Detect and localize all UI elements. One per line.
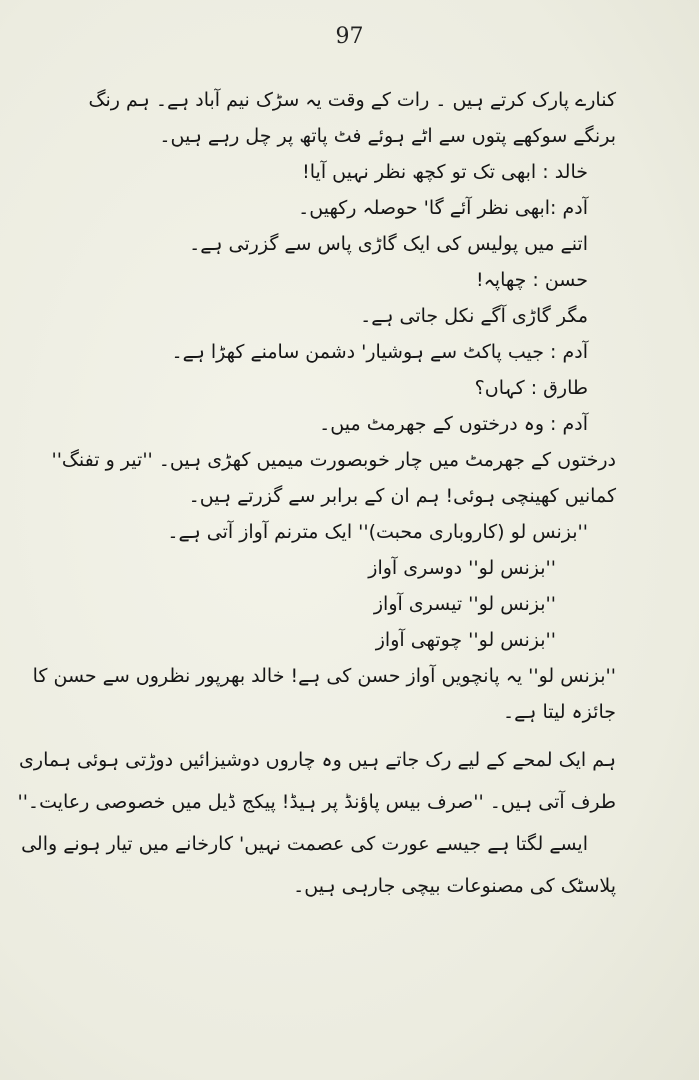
text-line: مگر گاڑی آگے نکل جاتی ہے۔	[360, 305, 588, 327]
text-line: اتنے میں پولیس کی ایک گاڑی پاس سے گزرتی ہے۔	[189, 233, 588, 255]
text-line: پلاسٹک کی مصنوعات بیچی جارہی ہیں۔	[293, 875, 616, 897]
text-line: ''بزنس لو (کاروباری محبت)'' ایک مترنم آواز آتی ہے۔	[167, 521, 588, 543]
text-line: جائزہ لیتا ہے۔	[503, 701, 616, 723]
dialogue-line: آدم : وہ درختوں کے جھرمٹ میں۔	[319, 413, 588, 435]
page-number: 97	[335, 24, 364, 49]
page-text	[17, 88, 616, 900]
text-line: برنگے سوکھے پتوں سے اٹے ہوئے فٹ پاتھ پر چل رہے ہیں۔	[159, 125, 616, 147]
text-line: کمانیں کھینچی ہوئی! ہم ان کے برابر سے گزرتے ہیں۔	[188, 485, 616, 507]
text-line: ہم ایک لمحے کے لیے رک جاتے ہیں وہ چاروں دوشیزائیں دوڑتی ہوئی ہماری	[19, 749, 616, 771]
dialogue-line: خالد : ابھی تک تو کچھ نظر نہیں آیا!	[302, 161, 588, 183]
text-line: ''بزنس لو'' تیسری آواز	[373, 593, 556, 615]
text-line: ''بزنس لو'' چوتھی آواز	[375, 629, 556, 651]
dialogue-line: حسن : چھاپہ!	[476, 269, 588, 291]
text-line: درختوں کے جھرمٹ میں چار خوبصورت میمیں کھڑی ہیں۔ ''تیر و تفنگ''	[51, 449, 616, 471]
dialogue-line: آدم : جیب پاکٹ سے ہوشیار' دشمن سامنے کھڑا ہے۔	[171, 341, 588, 363]
text-line: ''بزنس لو'' یہ پانچویں آواز حسن کی ہے! خالد بھرپور نظروں سے حسن کا	[32, 665, 616, 687]
text-line: ایسے لگتا ہے جیسے عورت کی عصمت نہیں' کارخانے میں تیار ہونے والی	[21, 833, 588, 855]
text-line: طرف آتی ہیں۔ ''صرف بیس پاؤنڈ پر ہیڈ! پیکج ڈیل میں خصوصی رعایت۔''	[17, 791, 616, 813]
dialogue-line: آدم :ابھی نظر آئے گا' حوصلہ رکھیں۔	[298, 197, 588, 219]
text-line: کنارے پارک کرتے ہیں ۔ رات کے وقت یہ سڑک نیم آباد ہے۔ ہم رنگ	[88, 89, 616, 111]
dialogue-line: طارق : کہاں؟	[474, 377, 588, 399]
text-line: ''بزنس لو'' دوسری آواز	[368, 557, 556, 579]
